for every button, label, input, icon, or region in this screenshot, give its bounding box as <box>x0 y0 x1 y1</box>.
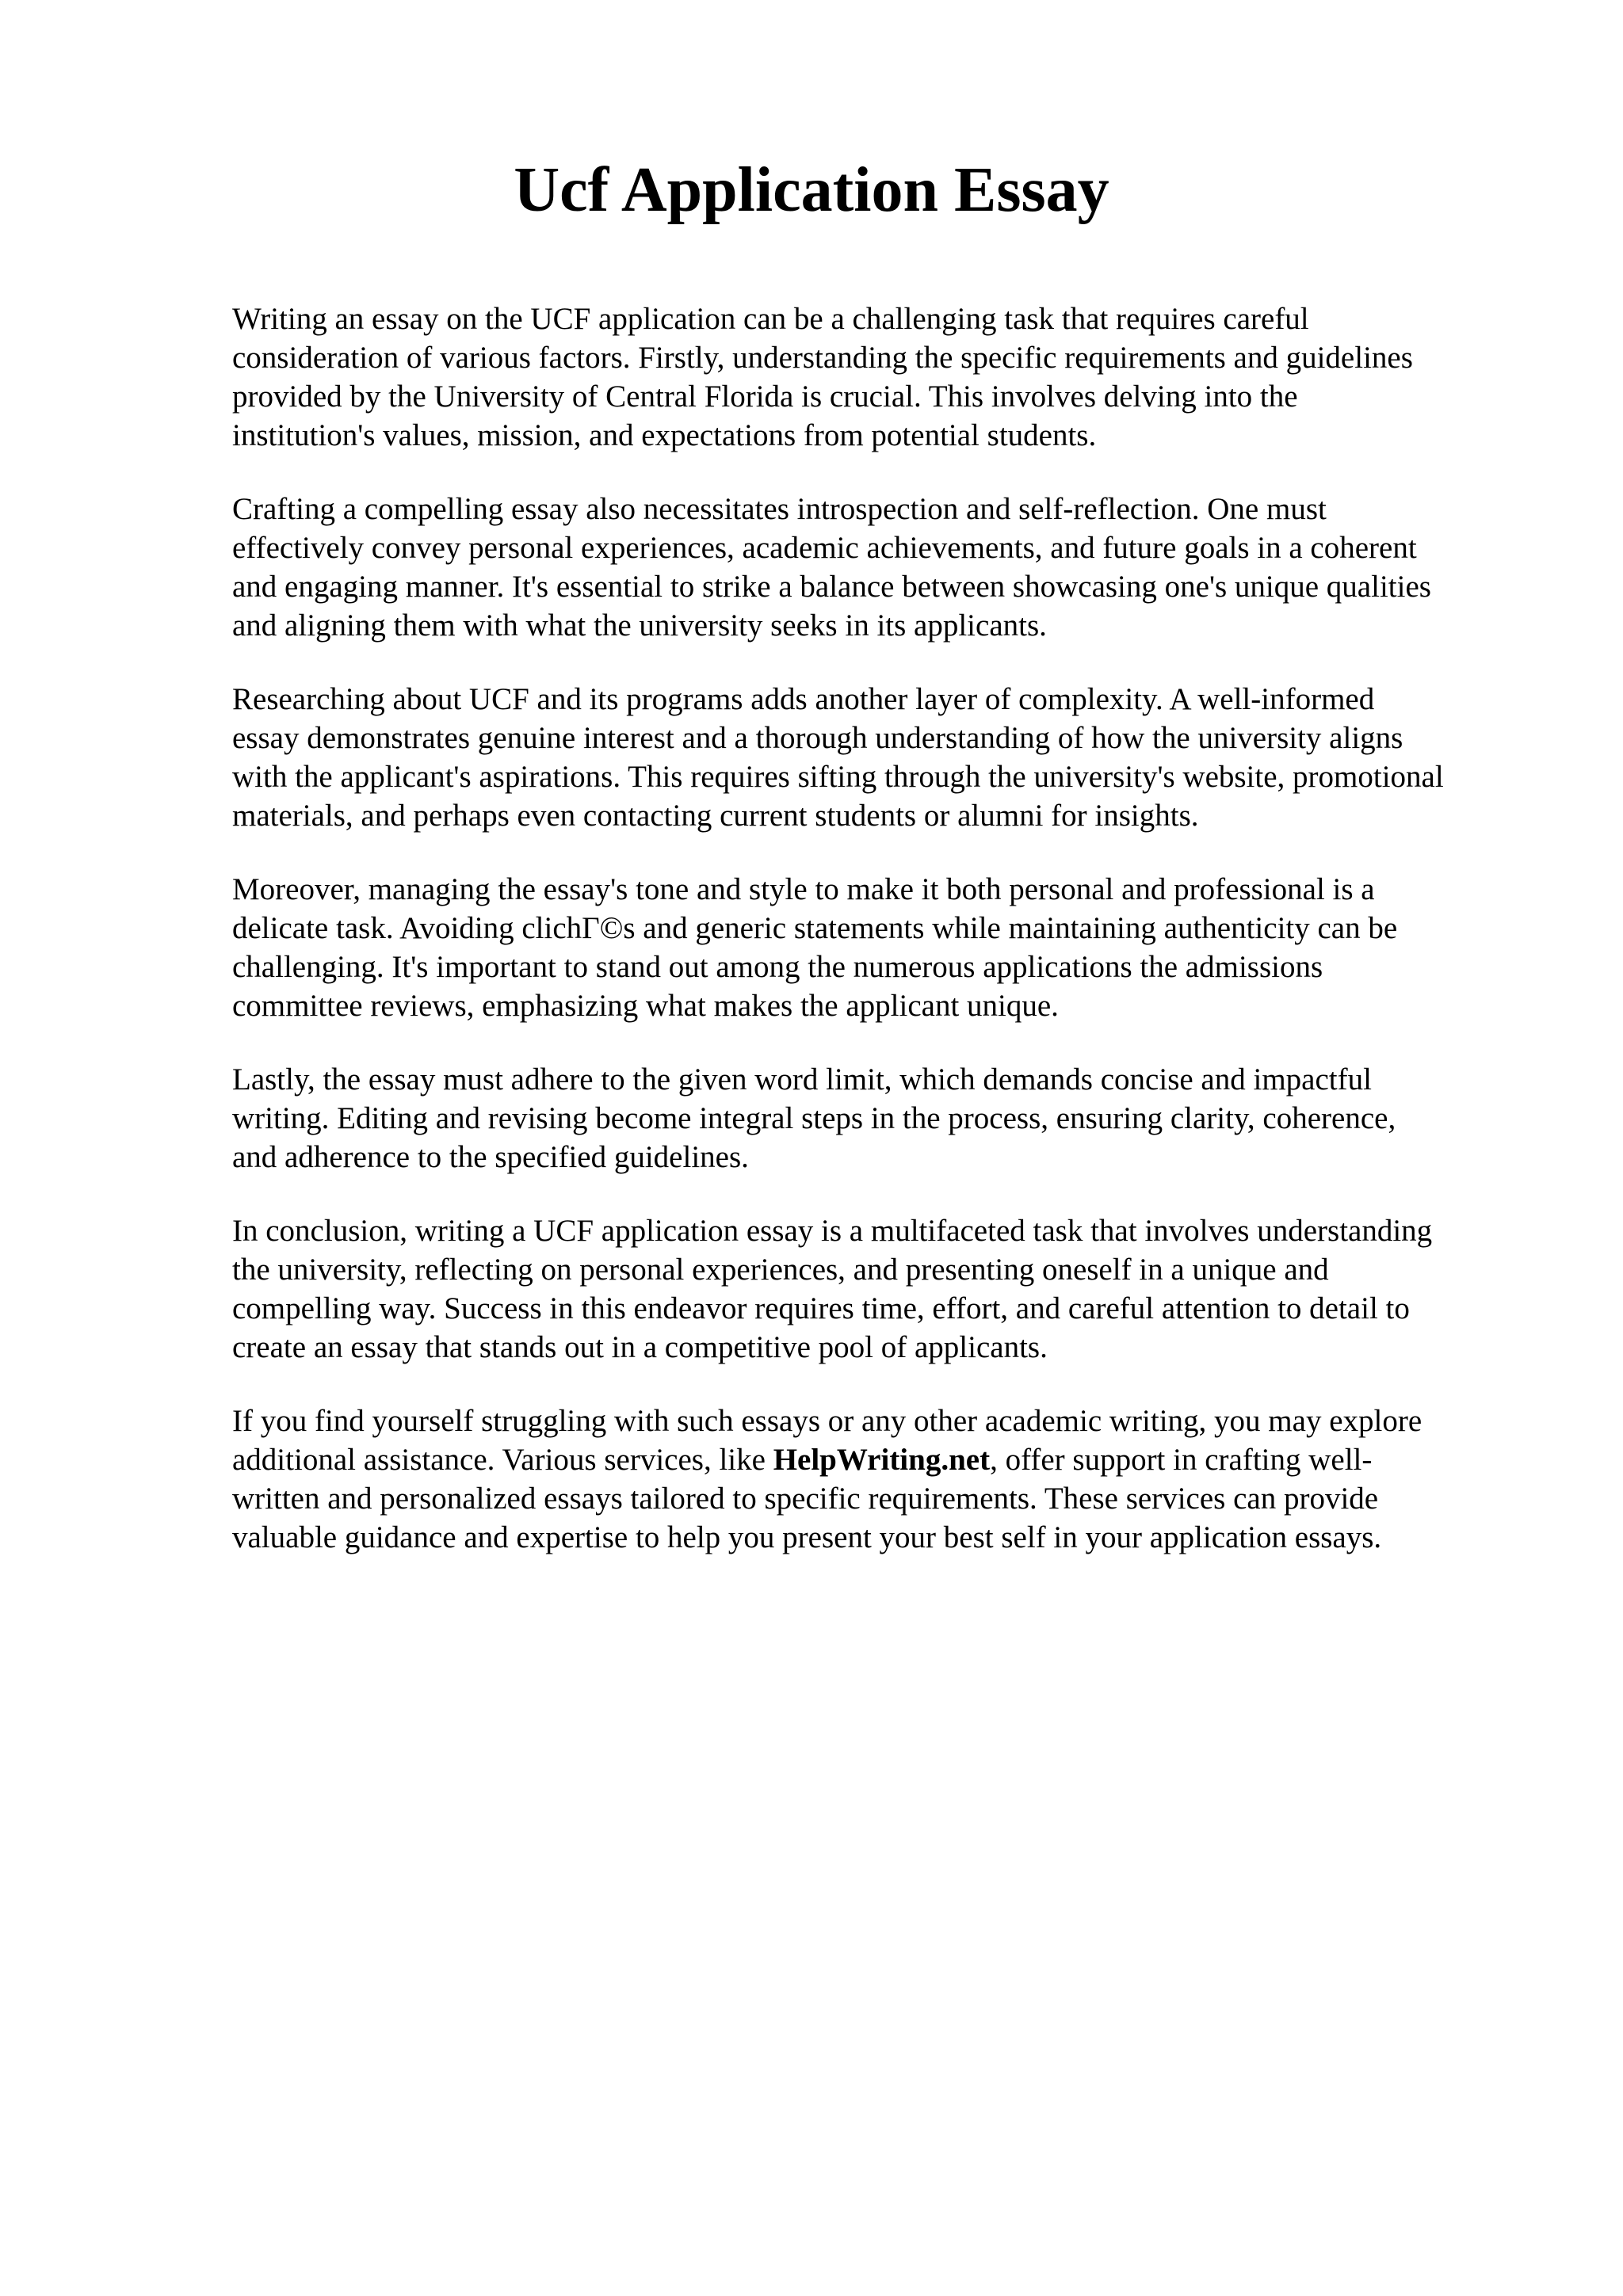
paragraph-2 <box>232 490 1532 645</box>
document-title: Ucf Application Essay <box>514 155 1109 225</box>
paragraph-4 <box>232 870 1532 1025</box>
text-line: Researching about UCF and its programs adds another layer of complexity. A well-informed <box>232 682 1375 716</box>
text-line: writing. Editing and revising become integral steps in the process, ensuring clarity, coherence, <box>232 1101 1396 1135</box>
text-line: and adherence to the specified guidelines. <box>232 1140 749 1174</box>
text-line: essay demonstrates genuine interest and a thorough understanding of how the university aligns <box>232 721 1403 755</box>
text-line: valuable guidance and expertise to help you present your best self in your application essays. <box>232 1520 1382 1554</box>
text-segment: , offer support in crafting well- <box>990 1443 1373 1477</box>
text-line: Moreover, managing the essay's tone and style to make it both personal and professional is a <box>232 872 1375 906</box>
text-line: compelling way. Success in this endeavor requires time, effort, and careful attention to detail to <box>232 1291 1410 1325</box>
text-line: and engaging manner. It's essential to strike a balance between showcasing one's unique qualities <box>232 570 1431 604</box>
text-line: provided by the University of Central Florida is crucial. This involves delving into the <box>232 379 1298 414</box>
paragraph-3 <box>232 680 1532 835</box>
essay-body <box>232 299 1532 1592</box>
text-segment: additional assistance. Various services, like <box>232 1443 773 1477</box>
paragraph-6 <box>232 1211 1532 1367</box>
text-line: If you find yourself struggling with such essays or any other academic writing, you may explore <box>232 1404 1423 1438</box>
helpwriting-brand: HelpWriting.net <box>773 1443 991 1477</box>
text-line: Lastly, the essay must adhere to the given word limit, which demands concise and impactful <box>232 1062 1372 1097</box>
text-line: consideration of various factors. Firstly, understanding the specific requirements and guidelines <box>232 341 1413 375</box>
paragraph-7 <box>232 1402 1532 1557</box>
text-line: and aligning them with what the university seeks in its applicants. <box>232 608 1047 643</box>
text-line: Crafting a compelling essay also necessitates introspection and self-reflection. One must <box>232 492 1327 526</box>
paragraph-5 <box>232 1060 1532 1177</box>
text-line-with-brand <box>232 1440 1532 1479</box>
text-line: challenging. It's important to stand out among the numerous applications the admissions <box>232 950 1323 984</box>
text-line: the university, reflecting on personal experiences, and presenting oneself in a unique and <box>232 1253 1329 1287</box>
text-line: materials, and perhaps even contacting current students or alumni for insights. <box>232 799 1199 833</box>
paragraph-1 <box>232 299 1532 455</box>
text-line: written and personalized essays tailored to specific requirements. These services can provide <box>232 1482 1379 1516</box>
text-line: committee reviews, emphasizing what makes the applicant unique. <box>232 989 1059 1023</box>
text-line: Writing an essay on the UCF application can be a challenging task that requires careful <box>232 302 1309 336</box>
text-line: In conclusion, writing a UCF application essay is a multifaceted task that involves understanding <box>232 1214 1433 1248</box>
text-line: with the applicant's aspirations. This requires sifting through the university's website, promotional <box>232 760 1444 794</box>
text-line: create an essay that stands out in a competitive pool of applicants. <box>232 1330 1048 1364</box>
text-line: delicate task. Avoiding clichΓ©s and generic statements while maintaining authenticity can be <box>232 911 1398 945</box>
text-line: institution's values, mission, and expectations from potential students. <box>232 418 1097 452</box>
text-line: effectively convey personal experiences, academic achievements, and future goals in a coherent <box>232 531 1417 565</box>
